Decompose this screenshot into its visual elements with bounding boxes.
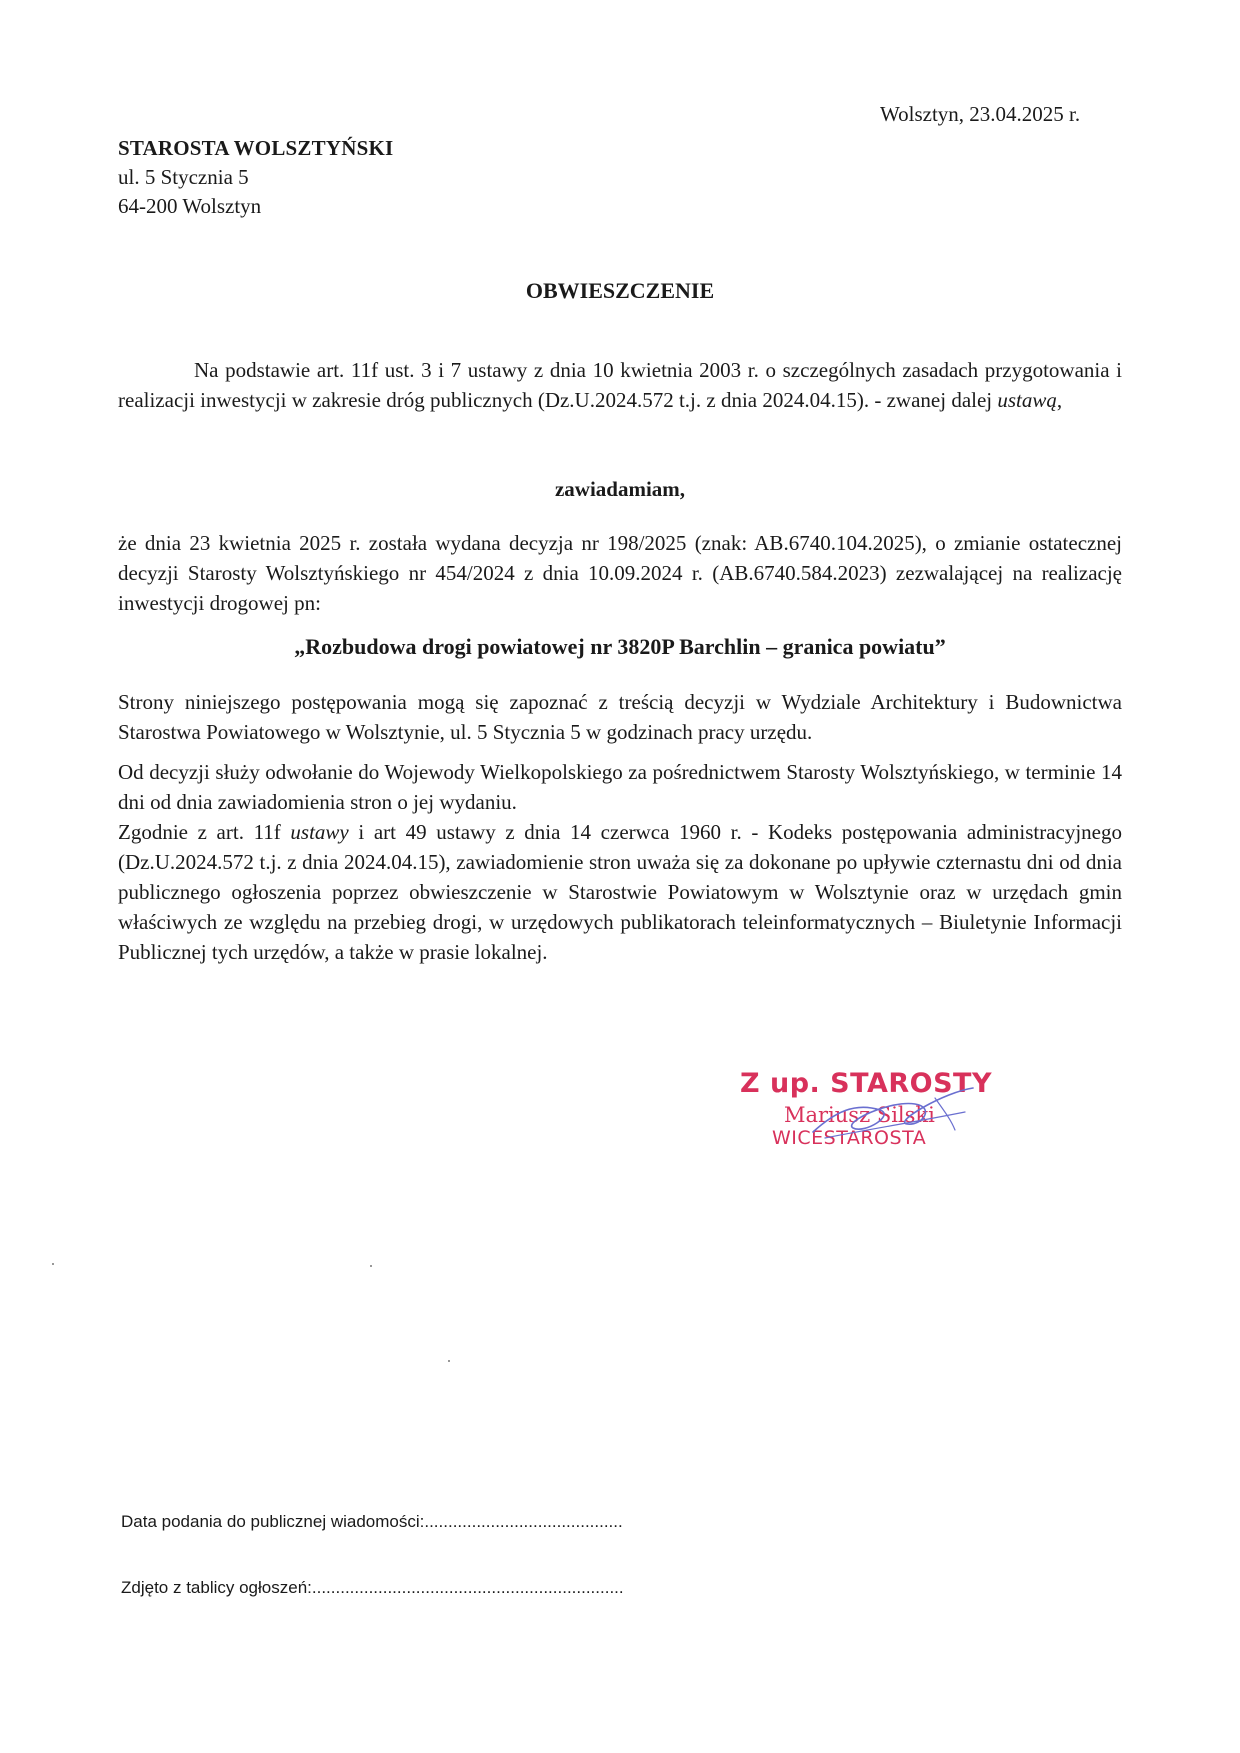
document-date: Wolsztyn, 23.04.2025 r. [880,102,1081,126]
published-dots: .......................................... [424,1512,623,1531]
notice-after: i art 49 ustawy z dnia 14 czerwca 1960 r. - Kodeks postępowania administracyjnego (Dz.U.2024.572 t.j. z dnia 2024.04.15), zawiadomienie stron uważa się za dokonane po upływie czternastu dni od dnia publicznego ogłoszenia poprzez obwieszczenie w Starostwie Powiatowym w Wolsztynie oraz w urzędach gmin właściwych ze względu na przebieg drogi, w urzędowych publikatorach teleinformatycznych – Biuletynie Informacji Publicznej tych urzędów, a także w prasie lokalnej. [118,820,1122,964]
removed-dots: .................................................................. [311,1578,624,1597]
intro-italic: ustawą [997,388,1057,412]
scan-speck [370,1265,372,1267]
sender-city: 64-200 Wolsztyn [118,194,262,218]
intro-text: Na podstawie art. 11f ust. 3 i 7 ustawy z dnia 10 kwietnia 2003 r. o szczególnych zasadach przygotowania i realizacji inwestycji w zakresie dróg publicznych (Dz.U.2024.572 t.j. z dnia 2024.04.15). - zwanej dalej [118,358,1122,412]
notice-before: Zgodnie z art. 11f [118,820,291,844]
sender-address [118,134,393,221]
removed-field [121,1578,624,1598]
parties-text: Strony niniejszego postępowania mogą się zapoznać z treścią decyzji w Wydziale Architektury i Budownictwa Starostwa Powiatowego w Wolsztynie, ul. 5 Stycznia 5 w godzinach pracy urzędu. [118,690,1122,744]
decision-text: że dnia 23 kwietnia 2025 r. została wydana decyzja nr 198/2025 (znak: AB.6740.104.2025), o zmianie ostatecznej decyzji Starosty Wolsztyńskiego nr 454/2024 z dnia 10.09.2024 r. (AB.6740.584.2023) zezwalającej na realizację inwestycji drogowej pn: [118,531,1122,615]
investment-name: „Rozbudowa drogi powiatowej nr 3820P Barchlin – granica powiatu” [294,634,946,659]
sender-street: ul. 5 Stycznia 5 [118,165,249,189]
appeal-paragraph [118,757,1122,967]
sender-org: STAROSTA WOLSZTYŃSKI [118,136,394,160]
appeal-text: Od decyzji służy odwołanie do Wojewody Wielkopolskiego za pośrednictwem Starosty Wolsztyńskiego, w terminie 14 dni od dnia zawiadomienia stron o jej wydaniu. [118,760,1122,814]
stamp-line-1: Z up. STAROSTY [740,1068,993,1099]
intro-tail: , [1056,388,1063,412]
removed-label: Zdjęto z tablicy ogłoszeń: [121,1578,312,1597]
notice-italic: ustawy [290,820,349,844]
intro-paragraph [118,355,1122,415]
published-field [121,1512,623,1532]
handwritten-signature [795,1082,995,1152]
published-label: Data podania do publicznej wiadomości: [121,1512,425,1531]
document-title: OBWIESZCZENIE [525,278,715,303]
decision-paragraph [118,528,1122,618]
scan-speck [448,1360,450,1362]
notice-text [118,817,1122,967]
stamp-line-3: WICESTAROSTA [772,1127,927,1149]
stamp-line-2: Mariusz Silski [784,1103,935,1127]
parties-paragraph [118,687,1122,747]
scan-speck [52,1263,54,1265]
announce-heading: zawiadamiam, [554,477,686,501]
